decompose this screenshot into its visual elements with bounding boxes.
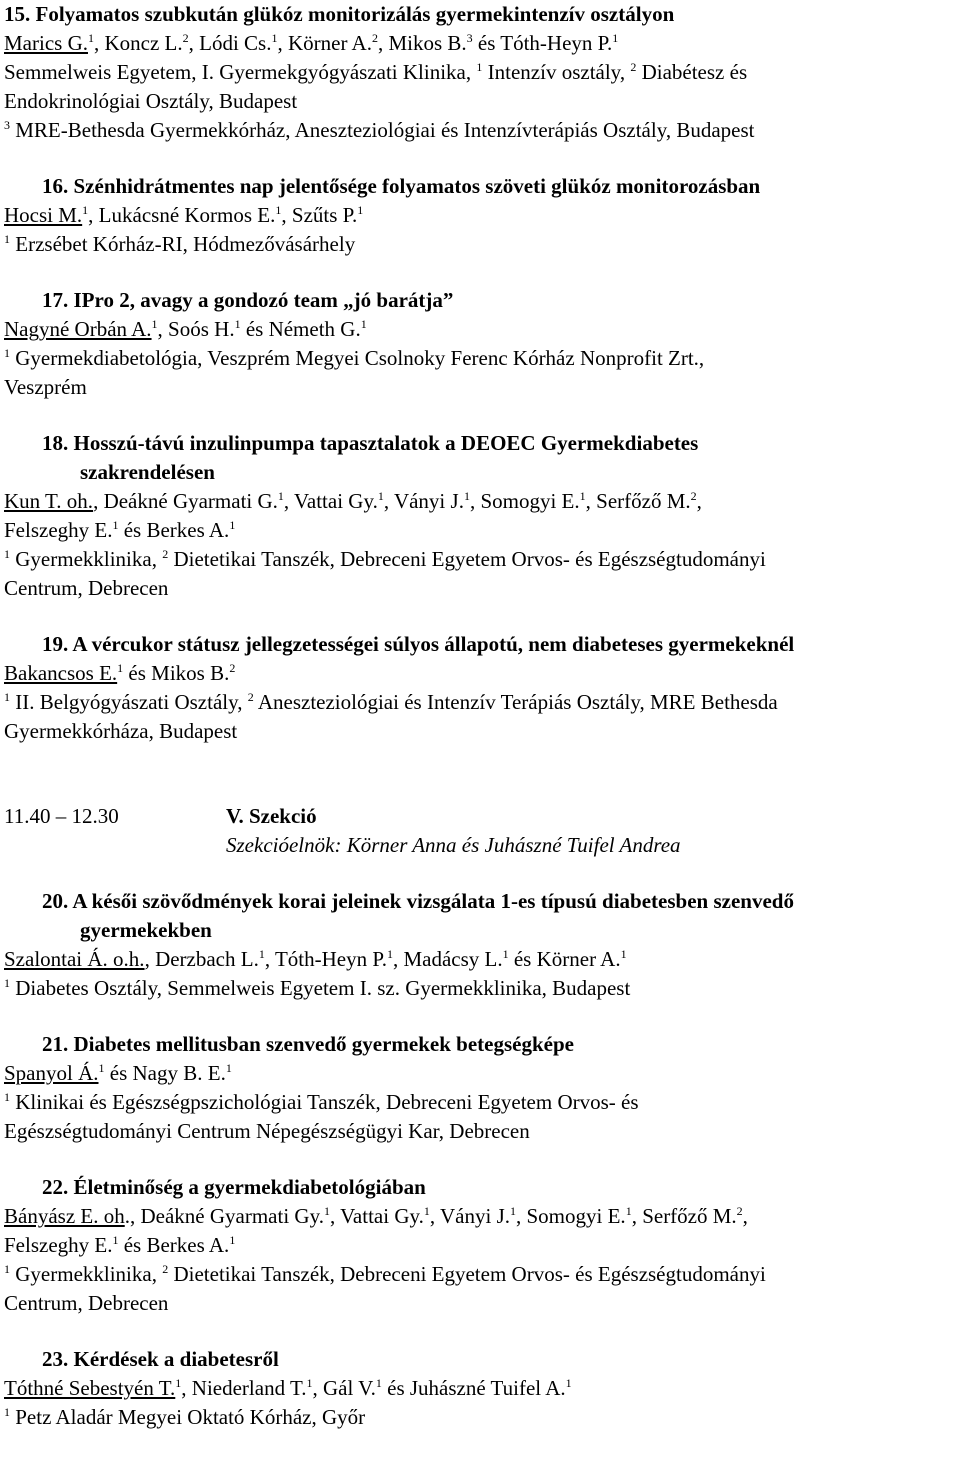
abstract-authors	[4, 1202, 956, 1231]
footnote-marker: 1	[386, 947, 393, 961]
spacer	[4, 1318, 956, 1345]
spacer	[4, 603, 956, 630]
text-run: Centrum, Debrecen	[4, 576, 169, 600]
session-header	[4, 802, 956, 860]
abstract-title-text: gyermekekben	[80, 918, 212, 942]
footnote-marker: 2	[371, 31, 378, 45]
abstract-title	[4, 0, 956, 29]
abstract-authors	[4, 945, 956, 974]
abstract-entry	[4, 887, 956, 1003]
footnote-marker: 1	[579, 489, 586, 503]
text-run: Diabétesz és	[636, 60, 748, 84]
footnote-marker: 1	[360, 317, 367, 331]
text-run: , Ványi J.	[383, 489, 464, 513]
abstract-title-text: Folyamatos szubkután glükóz monitorizálás gyermekintenzív osztályon	[35, 2, 675, 26]
text-run: Klinikai és Egészségpszichológiai Tanszék, Debreceni Egyetem Orvos- és	[10, 1090, 639, 1114]
abstract-affiliation	[4, 344, 956, 373]
abstract-title-text: Életminőség a gyermekdiabetológiában	[73, 1175, 426, 1199]
abstract-affiliation	[4, 230, 956, 259]
spacer	[4, 259, 956, 286]
footnote-marker: 1	[234, 317, 241, 331]
text-run: , Mikos B.	[377, 31, 467, 55]
text-run: , Ványi J.	[429, 1204, 510, 1228]
spacer	[4, 145, 956, 172]
text-run: Aneszteziológiai és Intenzív Terápiás Osztály, MRE Bethesda	[253, 690, 778, 714]
text-run: Felszeghy E.	[4, 1233, 113, 1257]
abstract-authors	[4, 1059, 956, 1088]
text-run: Intenzív osztály,	[482, 60, 631, 84]
abstract-number: 17.	[42, 288, 74, 312]
footnote-marker: 2	[736, 1204, 743, 1218]
abstract-entry	[4, 1173, 956, 1318]
text-run: , Körner A.	[277, 31, 372, 55]
document-page	[4, 0, 956, 1432]
abstract-title	[4, 286, 956, 315]
abstract-entry	[4, 1030, 956, 1146]
footnote-marker: 2	[229, 661, 236, 675]
abstract-title-text: A késői szövődmények korai jeleinek vizsgálata 1-es típusú diabetesben szenvedő	[72, 889, 794, 913]
footnote-marker: 1	[306, 1376, 313, 1390]
abstract-affiliation	[4, 1403, 956, 1432]
abstract-affiliation	[4, 1117, 956, 1146]
abstract-title	[4, 630, 956, 659]
text-run: , Serfőző M.	[585, 489, 691, 513]
abstract-affiliation	[4, 116, 956, 145]
spacer	[4, 402, 956, 429]
abstract-title	[4, 1030, 956, 1059]
footnote-marker: 1	[423, 1204, 430, 1218]
footnote-marker: 1	[4, 1090, 10, 1104]
presenting-author: Tóthné Sebestyén T.	[4, 1376, 176, 1400]
abstract-entry	[4, 0, 956, 145]
abstract-title	[4, 1173, 956, 1202]
text-run: Felszeghy E.	[4, 518, 113, 542]
abstract-title-text: Kérdések a diabetesről	[73, 1347, 279, 1371]
text-run: , Serfőző M.	[631, 1204, 737, 1228]
abstract-affiliation	[4, 974, 956, 1003]
abstract-title-text: Szénhidrátmentes nap jelentősége folyamatos szöveti glükóz monitorozásban	[73, 174, 761, 198]
footnote-marker: 2	[182, 31, 189, 45]
text-run: , Szűts P.	[281, 203, 358, 227]
text-run: Diabetes Osztály, Semmelweis Egyetem I. sz. Gyermekklinika, Budapest	[10, 976, 631, 1000]
text-run: Dietetikai Tanszék, Debreceni Egyetem Orvos- és Egészségtudományi	[168, 547, 766, 571]
footnote-marker: 1	[502, 947, 509, 961]
footnote-marker: 2	[162, 547, 169, 561]
footnote-marker: 1	[229, 518, 236, 532]
abstract-entry	[4, 1345, 956, 1432]
session-body	[226, 802, 681, 860]
text-run: és Juhászné Tuifel A.	[381, 1376, 566, 1400]
footnote-marker: 1	[4, 232, 10, 246]
text-run: Veszprém	[4, 375, 87, 399]
abstract-number: 19.	[42, 632, 73, 656]
abstract-number: 20.	[42, 889, 73, 913]
abstract-title	[4, 172, 956, 201]
text-run: MRE-Bethesda Gyermekkórház, Aneszteziológiai és Intenzívterápiás Osztály, Budapest	[10, 118, 755, 142]
abstract-number: 16.	[42, 174, 74, 198]
abstract-affiliation	[4, 1289, 956, 1318]
footnote-marker: 1	[625, 1204, 632, 1218]
text-run: és Berkes A.	[118, 518, 230, 542]
footnote-marker: 1	[4, 346, 10, 360]
footnote-marker: 1	[151, 317, 158, 331]
footnote-marker: 1	[620, 947, 627, 961]
footnote-marker: 1	[271, 31, 278, 45]
text-run: , Lukácsné Kormos E.	[88, 203, 276, 227]
abstract-affiliation	[4, 58, 956, 87]
abstract-number: 21.	[42, 1032, 74, 1056]
abstract-authors	[4, 516, 956, 545]
footnote-marker: 3	[466, 31, 473, 45]
footnote-marker: 1	[377, 489, 384, 503]
abstract-title-text: szakrendelésen	[80, 460, 215, 484]
abstract-authors	[4, 29, 956, 58]
abstract-affiliation	[4, 87, 956, 116]
text-run: és Berkes A.	[118, 1233, 230, 1257]
text-run: Gyermekkórháza, Budapest	[4, 719, 238, 743]
abstract-affiliation	[4, 1088, 956, 1117]
text-run: és Tóth-Heyn P.	[472, 31, 613, 55]
footnote-marker: 1	[510, 1204, 516, 1218]
abstract-title-text: IPro 2, avagy a gondozó team „jó barátja”	[73, 288, 454, 312]
abstract-number: 18.	[42, 431, 74, 455]
abstract-number: 22.	[42, 1175, 74, 1199]
text-run: Gyermekklinika,	[10, 547, 163, 571]
footnote-marker: 1	[357, 203, 364, 217]
footnote-marker: 1	[4, 976, 10, 990]
presenting-author: Bakancsos E.	[4, 661, 118, 685]
text-run: Gyermekdiabetológia, Veszprém Megyei Csolnoky Ferenc Kórház Nonprofit Zrt.,	[10, 346, 705, 370]
text-run: ., Deákné Gyarmati Gy.	[124, 1204, 324, 1228]
presenting-author: Spanyol Á.	[4, 1061, 99, 1085]
abstract-authors	[4, 201, 956, 230]
text-run: és Németh G.	[240, 317, 361, 341]
abstract-title-text: Hosszú-távú inzulinpumpa tapasztalatok a DEOEC Gyermekdiabetes	[73, 431, 699, 455]
abstract-group-1	[4, 0, 956, 746]
abstract-title	[4, 916, 956, 945]
text-run: Semmelweis Egyetem, I. Gyermekgyógyászati Klinika,	[4, 60, 477, 84]
text-run: Endokrinológiai Osztály, Budapest	[4, 89, 298, 113]
footnote-marker: 1	[277, 489, 284, 503]
abstract-title	[4, 887, 956, 916]
session-title: V. Szekció	[226, 804, 317, 828]
spacer	[4, 1146, 956, 1173]
footnote-marker: 2	[247, 690, 254, 704]
footnote-marker: 1	[229, 1233, 236, 1247]
session-time: 11.40 – 12.30	[4, 804, 119, 828]
footnote-marker: 1	[612, 31, 619, 45]
footnote-marker: 1	[565, 1376, 572, 1390]
text-run: , Somogyi E.	[516, 1204, 626, 1228]
footnote-marker: 1	[82, 203, 89, 217]
abstract-entry	[4, 630, 956, 746]
abstract-entry	[4, 286, 956, 402]
footnote-marker: 1	[117, 661, 124, 675]
text-run: , Soós H.	[157, 317, 235, 341]
abstract-affiliation	[4, 545, 956, 574]
footnote-marker: 2	[690, 489, 697, 503]
abstract-group-2	[4, 887, 956, 1432]
abstract-number: 15.	[4, 2, 36, 26]
abstract-authors	[4, 1231, 956, 1260]
text-run: , Somogyi E.	[469, 489, 580, 513]
abstract-authors	[4, 315, 956, 344]
abstract-entry	[4, 429, 956, 603]
text-run: , Koncz L.	[93, 31, 183, 55]
footnote-marker: 1	[323, 1204, 330, 1218]
text-run: II. Belgyógyászati Osztály,	[10, 690, 248, 714]
abstract-affiliation	[4, 574, 956, 603]
text-run: , Gál V.	[312, 1376, 376, 1400]
abstract-title	[4, 429, 956, 458]
footnote-marker: 1	[275, 203, 282, 217]
abstract-authors	[4, 1374, 956, 1403]
spacer	[4, 746, 956, 802]
text-run: Erzsébet Kórház-RI, Hódmezővásárhely	[10, 232, 356, 256]
text-run: Dietetikai Tanszék, Debreceni Egyetem Orvos- és Egészségtudományi	[168, 1262, 766, 1286]
footnote-marker: 1	[98, 1061, 105, 1075]
spacer	[4, 1003, 956, 1030]
presenting-author: Bányász E. oh	[4, 1204, 125, 1228]
presenting-author: Hocsi M.	[4, 203, 83, 227]
footnote-marker: 1	[463, 489, 470, 503]
text-run: Centrum, Debrecen	[4, 1291, 169, 1315]
text-run: , Vattai Gy.	[329, 1204, 424, 1228]
footnote-marker: 1	[4, 547, 10, 561]
text-run: , Vattai Gy.	[283, 489, 378, 513]
abstract-affiliation	[4, 717, 956, 746]
abstract-affiliation	[4, 1260, 956, 1289]
footnote-marker: 1	[375, 1376, 382, 1390]
text-run: , Lódi Cs.	[188, 31, 272, 55]
footnote-marker: 1	[4, 1405, 10, 1419]
presenting-author: Marics G.	[4, 31, 88, 55]
footnote-marker: 1	[258, 947, 265, 961]
abstract-authors	[4, 487, 956, 516]
footnote-marker: 1	[4, 1262, 10, 1276]
footnote-marker: 1	[225, 1061, 232, 1075]
text-run: és Körner A.	[508, 947, 621, 971]
text-run: Gyermekklinika,	[10, 1262, 163, 1286]
text-run: és Mikos B.	[123, 661, 230, 685]
abstract-title	[4, 458, 956, 487]
presenting-author: Kun T. oh.	[4, 489, 94, 513]
abstract-entry	[4, 172, 956, 259]
session-chairs: Szekcióelnök: Körner Anna és Juhászné Tuifel Andrea	[226, 833, 681, 857]
spacer	[4, 860, 956, 887]
abstract-title-text: A vércukor státusz jellegzetességei súlyos állapotú, nem diabeteses gyermekeknél	[72, 632, 795, 656]
abstract-title	[4, 1345, 956, 1374]
text-run: , Deákné Gyarmati G.	[93, 489, 278, 513]
footnote-marker: 3	[4, 118, 10, 132]
footnote-marker: 1	[476, 60, 483, 74]
abstract-authors	[4, 659, 956, 688]
abstract-title-text: Diabetes mellitusban szenvedő gyermekek betegségképe	[73, 1032, 574, 1056]
text-run: Egészségtudományi Centrum Népegészségügyi Kar, Debrecen	[4, 1119, 530, 1143]
text-run: , Tóth-Heyn P.	[264, 947, 387, 971]
abstract-number: 23.	[42, 1347, 74, 1371]
abstract-affiliation	[4, 688, 956, 717]
abstract-affiliation	[4, 373, 956, 402]
text-run: ,	[696, 489, 702, 513]
footnote-marker: 1	[175, 1376, 182, 1390]
text-run: és Nagy B. E.	[104, 1061, 226, 1085]
text-run: , Derzbach L.	[144, 947, 259, 971]
footnote-marker: 1	[112, 1233, 119, 1247]
footnote-marker: 2	[630, 60, 637, 74]
text-run: ,	[742, 1204, 748, 1228]
footnote-marker: 1	[4, 690, 10, 704]
text-run: Petz Aladár Megyei Oktató Kórház, Győr	[10, 1405, 366, 1429]
presenting-author: Nagyné Orbán A.	[4, 317, 152, 341]
text-run: , Niederland T.	[181, 1376, 307, 1400]
text-run: , Madácsy L.	[392, 947, 503, 971]
presenting-author: Szalontai Á. o.h.	[4, 947, 145, 971]
footnote-marker: 1	[87, 31, 94, 45]
footnote-marker: 1	[112, 518, 119, 532]
footnote-marker: 2	[162, 1262, 169, 1276]
